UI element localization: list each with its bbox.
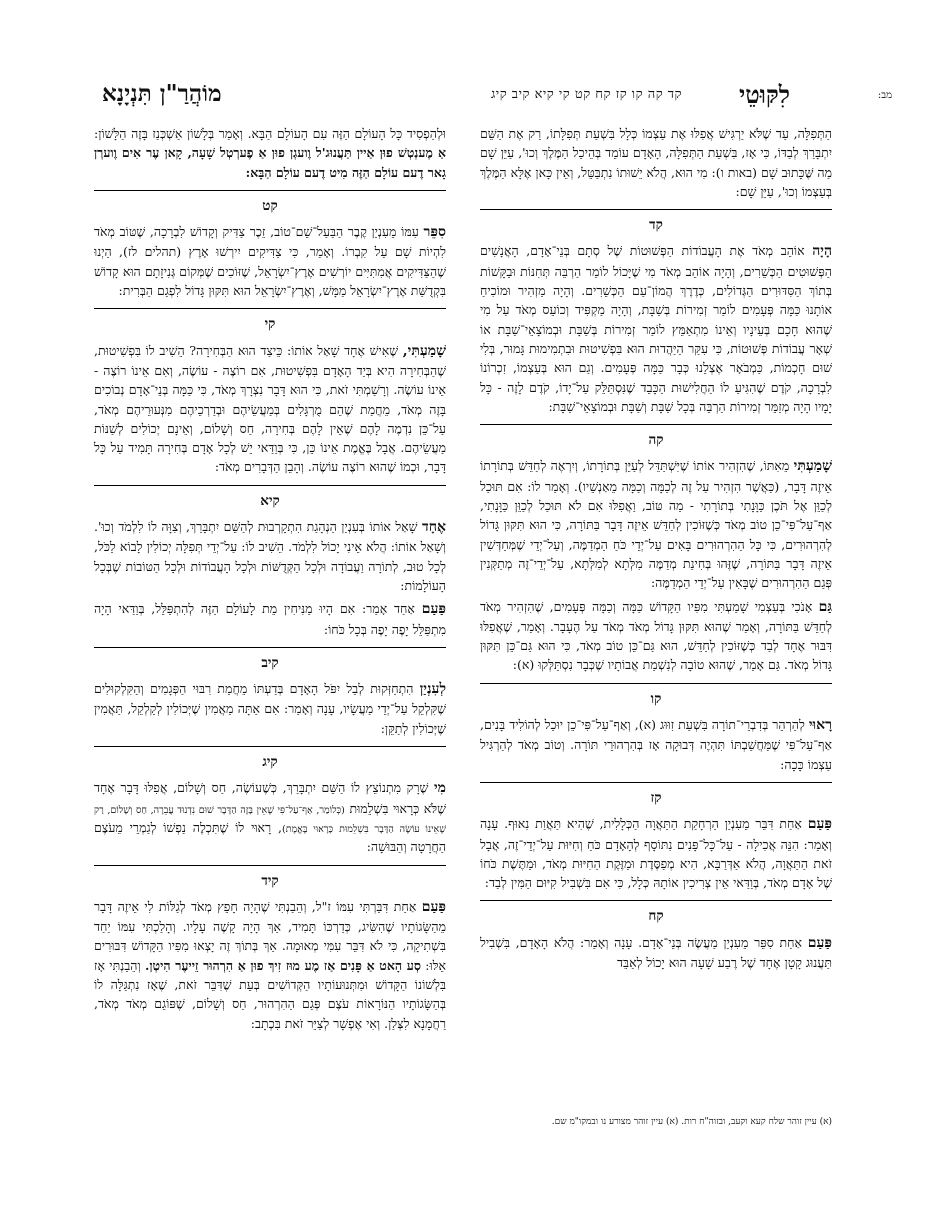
yiddish-quote: אַ מֶענְטְשׁ פוּן אַיין תַּעֲנוּג'ל וֶועגְן פוּן אַ פֶערְטְל שָׁעָה, קָאן עֶר אִים וֶוערְן גָאר דֶעם עוֹלָם הַזֶּה מִיט דֶעם עוֹלָם הַבָּא:	[94, 145, 446, 180]
lead-word: פַּעַם	[421, 898, 446, 915]
section-ki-text: שָׁמַעְתִּי, שֶׁאִישׁ אֶחָד שָׁאַל אוֹתוֹ: כֵּיצַד הוּא הַבְּחִירָה? הֵשִׁיב לוֹ בִּפְשִׁיטוּת, שֶׁהַבְּחִירָה הִיא בְּיַד הָאָדָם בִּפְשִׁיטוּת, אִם רוֹצֶה - עוֹשֶׂה, וְאִם אֵינוֹ רוֹצֶה - אֵינוֹ עוֹשֶׂה. וְרָשַׁמְתִּי זֹאת, כִּי הוּא דָּבָר נִצְרָךְ מְאֹד, כִּי כַּמָּה בְּנֵי־אָדָם נְבוֹכִים בָּזֶה מְאֹד, מֵחֲמַת שֶׁהֵם מֻרְגָּלִים בְּמַעֲשֵׂיהֶם וּבְדַרְכֵיהֶם מִנְּעוּרֵיהֶם מְאֹד, עַל־כֵּן נִדְמֶה לָהֶם שֶׁאֵין לָהֶם בְּחִירָה, חַס וְשָׁלוֹם, וְאֵינָם יְכוֹלִים לְשַׁנּוֹת מַעֲשֵׂיהֶם. אֲבָל בֶּאֱמֶת אֵינוֹ כֵּן, כִּי בְּוַדַּאי יֵשׁ לְכָל אָדָם בְּחִירָה תָּמִיד עַל כָּל דָּבָר, וּכְמוֹ שֶׁהוּא רוֹצֶה עוֹשֶׂה. וְהָבֵן הַדְּבָרִים מְאֹד:	[94, 342, 446, 475]
lead-word: פַּעַם	[807, 816, 832, 833]
lead-word: סִפֵּר	[423, 224, 446, 241]
section-heading-kid: קיד	[94, 865, 446, 891]
section-kia-paragraph-2: פַּעַם אַחַד אָמַר: אִם הָיוּ מַנִּיחִין מֵת לָעוֹלָם הַזֶּה לְהִתְפַּלֵּל, בְּוַדַּאי הָיָה מִתְפַּלֵּל יָפֶה יָפֶה בְּכָל כֹּחוֹ:	[94, 601, 446, 637]
lead-word: מִי	[434, 780, 446, 797]
section-kia-text: אֶחָד שָׁאַל אוֹתוֹ בְּעִנְיַן הַנְהָגַת הִתְקָרְבוּת לְהַשֵּׁם יִתְבָּרַךְ, וְצִוָּה לוֹ לִלְמֹד וְכוּ'. וְשָׁאַל אוֹתוֹ: הֲלֹא אֵינִי יָכוֹל לִלְמֹד. הֵשִׁיב לוֹ: עַל־יְדֵי תְּפִלָּה יְכוֹלִין לָבוֹא לַכֹּל, לְכָל טוּב, לְתוֹרָה וַעֲבוֹדָה וּלְכָל הַקְּדֻשּׁוֹת וּלְכָל הָעֲבוֹדוֹת וּלְכָל הַטּוֹבוֹת שֶׁבְּכָל הָעוֹלָמוֹת:	[94, 519, 446, 593]
divider	[94, 865, 446, 866]
divider	[480, 209, 832, 210]
section-heading-kib: קיב	[94, 647, 446, 673]
lead-word: הָיָה	[812, 243, 832, 260]
divider	[480, 782, 832, 783]
divider	[480, 900, 832, 901]
section-kch-text: פַּעַם אַחַת סִפֵּר מֵעִנְיַן מַעֲשֶׂה בְּנֵי־אָדָם. עָנָה וְאָמַר: הֲלֹא הָאָדָם, בִּשְׁבִיל תַּעֲנוּג קָטָן אֶחָד שֶׁל רֶבַע שָׁעָה הוּא יָכוֹל לְאַבֵּד	[480, 934, 832, 970]
divider	[94, 308, 446, 309]
lead-word: לְעִנְיַן	[419, 681, 446, 698]
parenthetical-note: (כְּלוֹמַר, אַף־עַל־פִּי שֶׁאֵין בָּזֶה הַדָּבָר שׁוּם נִדְנוּד עֲבֵרָה, חַס וְשָׁלוֹם, רַק שֶׁאֵינוֹ עוֹשֶׂה הַדָּבָר בִּשְׁלֵמוּת כָּרָאוּי בֶּאֱמֶת)	[94, 804, 446, 835]
lead-word: פַּעַם	[807, 934, 832, 951]
section-heading-kd: קד	[480, 209, 832, 235]
lead-word: אֶחָד	[421, 519, 446, 536]
section-kz-text: פַּעַם אַחַת דִּבֵּר מֵעִנְיַן הַרְחָקַת הַתַּאֲוָה הַכְּלָלִית, שֶׁהִיא תַּאֲוַת נִאוּף. עָנָה וְאָמַר: הִנֵּה אֲכִילָה - עַל־כָּל־פָּנִים נִתּוֹסָף לְהָאָדָם כֹּחַ וְחִיּוּת עַל־יְדֵי־זֶה, אֲבָל זֹאת הַתַּאֲוָה, הֲלֹא אַדְּרַבָּא, הִיא מְפַסֶּדֶת וּמַזֶּקֶת הַחִיּוּת מְאֹד, וּמַתֶּשֶׁת כֹּחוֹ שֶׁל אָדָם מְאֹד, בְּוַדַּאי אֵין צְרִיכִין אוֹתָהּ כְּלָל, כִּי אִם בִּשְׁבִיל קִיּוּם הַמִּין לְבַד:	[480, 816, 832, 891]
section-heading-ki: קי	[94, 308, 446, 334]
section-heading-kia: קיא	[94, 485, 446, 511]
section-heading-kv: קו	[480, 683, 832, 709]
intro-paragraph-left: וּלְהַפְסִיד כָּל הָעוֹלָם הַזֶּה עִם הָעוֹלָם הַבָּא. וְאָמַר בְּלָשׁוֹן אַשְׁכְּנַז בָּזֶה הַלָּשׁוֹן: אַ מֶענְטְשׁ פוּן אַיין תַּעֲנוּג'ל וֶועגְן פוּן אַ פֶערְטְל שָׁעָה, קָאן עֶר אִים וֶוערְן גָאר דֶעם עוֹלָם הַזֶּה מִיט דֶעם עוֹלָם הַבָּא:	[94, 126, 446, 180]
section-heading-kh: קה	[480, 424, 832, 450]
section-heading-kt: קט	[94, 190, 446, 216]
lead-word: שָׁמַעְתִּי	[793, 458, 832, 475]
lead-word: פַּעַם	[421, 601, 446, 618]
divider	[480, 683, 832, 684]
section-heading-kz: קז	[480, 782, 832, 808]
section-heading-kch: קח	[480, 900, 832, 926]
lead-word: גַּם	[818, 598, 832, 615]
page-header	[94, 80, 892, 110]
section-numbers-right: קד קה קו קז קח קט קי קיא קיב קיג	[491, 87, 682, 102]
yiddish-quote: סְע הָאט אַ פָּנִים אַז מֶע מוּז זִיךְ פוּן אַ הִרְהוּר זֵייעֶר הִיטְן.	[144, 957, 421, 973]
divider	[94, 485, 446, 486]
page-number: מב:	[877, 90, 892, 101]
section-kib-text: לְעִנְיַן הִתְחַזְּקוּת לְבַל יִפֹּל הָאָדָם בְּדַעְתּוֹ מֵחֲמַת רִבּוּי הַפְּגָמִים וְהַקִּלְקוּלִים שֶׁקִּלְקֵל עַל־יְדֵי מַעֲשָׂיו, עָנָה וְאָמַר: אִם אַתָּה מַאֲמִין שֶׁיְּכוֹלִין לְקַלְקֵל, תַּאֲמִין שֶׁיְּכוֹלִין לְתַקֵּן:	[94, 681, 446, 736]
intro-paragraph: הַתְּפִלָּה, עַד שֶׁלֹּא יַרְגִּישׁ אֲפִלּוּ אֶת עַצְמוֹ כְּלָל בִּשְׁעַת תְּפִלָּתוֹ, רַק אֶת הַשֵּׁם יִתְבָּרַךְ לְבַדּוֹ, כִּי אָז, בִּשְׁעַת הַתְּפִלָּה, הָאָדָם עוֹמֵד בְּהֵיכַל הַמֶּלֶךְ וְכוּ', עַיֵּן שָׁם מַה שֶּׁכָּתוּב שָׁם (באות ו): מִי הוּא, הֲלֹא יֵשׁוּתוֹ נִתְבַּטֵּל, וְאֵין כָּאן אֶלָּא הַמֶּלֶךְ בְּעַצְמוֹ וְכוּ', עַיֵּן שָׁם:	[480, 126, 832, 199]
divider	[94, 190, 446, 191]
running-title-left: מוֹהֲרַ"ן תִּנְיָנָא	[102, 80, 222, 107]
right-column	[480, 124, 832, 1124]
section-kt-text: סִפֵּר עִמּוֹ מֵעִנְיַן קֶבֶר הַבַּעַל־שֵׁם־טוֹב, זֵכֶר צַדִּיק וְקָדוֹשׁ לִבְרָכָה, שֶׁטּוֹב מְאֹד לִהְיוֹת שָׁם עַל קִבְרוֹ. וְאָמַר, כִּי צַדִּיקִים יִירְשׁוּ אָרֶץ (תהלים לז), הַיְנוּ שֶׁהַצַּדִּיקִים אֲמִתִּיִּים יוֹרְשִׁים אֶרֶץ־יִשְׂרָאֵל, שֶׁזּוֹכִים שֶׁמְּקוֹם גְּנִיזָתָם הוּא קָדוֹשׁ בִּקְדֻשַּׁת אֶרֶץ־יִשְׂרָאֵל מַמָּשׁ, וְאֶרֶץ־יִשְׂרָאֵל הוּא תִּקּוּן גָּדוֹל לִפְגַם הַבְּרִית:	[94, 224, 446, 299]
divider	[94, 647, 446, 648]
section-kh-paragraph-2: גַּם אָנֹכִי בְּעַצְמִי שָׁמַעְתִּי מִפִּיו הַקָּדוֹשׁ כַּמָּה וְכַמָּה פְּעָמִים, שֶׁהִזְהִיר מְאֹד לְחַדֵּשׁ בַּתּוֹרָה, וְאָמַר שֶׁהוּא תִּקּוּן גָּדוֹל מְאֹד מְאֹד עַל הֶעָבָר. וְאָמַר, שֶׁאֲפִלּוּ דִּבּוּר אֶחָד לְבַד כְּשֶׁזּוֹכִין לְחַדֵּשׁ, הוּא גַּם־כֵּן טוֹב מְאֹד, כִּי הוּא גַּם־כֵּן תִּקּוּן גָּדוֹל מְאֹד. גַּם אָמַר, שֶׁהוּא טוֹבָה לְנִשְׁמַת אֲבוֹתָיו שֶׁכְּבָר נִסְתַּלְּקוּ (א):	[480, 598, 832, 673]
divider	[480, 424, 832, 425]
lead-word: רָאוּי	[808, 717, 832, 734]
section-heading-kig: קיג	[94, 746, 446, 772]
section-kh-text: שָׁמַעְתִּי מֵאִתּוֹ, שֶׁהִזְהִיר אוֹתוֹ שֶׁיִּשְׁתַּדֵּל לְעַיֵּן בְּתוֹרָתוֹ, וְיִרְאֶה לְחַדֵּשׁ בְּתוֹרָתוֹ אֵיזֶה דָּבָר, (כַּאֲשֶׁר הִזְהִיר עַל זֶה לְכַמָּה וְכַמָּה מֵאַנְשֵׁיו). וְאָמַר לוֹ: אִם תּוּכַל לְכַוֵּן אֶל תֹּכֶן כַּוָּנָתִי בְּתוֹרָתִי - מַה טּוֹב, וַאֲפִלּוּ אִם לֹא תּוּכַל לְכַוֵּן כַּוָּנָתִי, אַף־עַל־פִּי־כֵן טוֹב מְאֹד כְּשֶׁזּוֹכִין לְחַדֵּשׁ אֵיזֶה דָּבָר בַּתּוֹרָה, כִּי הוּא תִּקּוּן גָּדוֹל לְהִרְהוּרִים, כִּי כָּל הַהִרְהוּרִים בָּאִים עַל־יְדֵי כֹּחַ הַמְדַמֶּה, וְעַל־יְדֵי שֶׁמְּחַדְּשִׁין אֵיזֶה דָּבָר בַּתּוֹרָה, שֶׁזֶּהוּ בְּחִינַת מְדַמֶּה מִלְּתָא לְמִלְּתָא, עַל־יְדֵי־זֶה מְתַקְּנִין פְּגַם הַהִרְהוּרִים שֶׁבָּאִין עַל־יְדֵי הַמְדַמֶּה:	[480, 458, 832, 591]
section-kid-text: פַּעַם אַחַת דִּבַּרְתִּי עִמּוֹ ז"ל, וְהֵבַנְתִּי שֶׁהָיָה חָפֵץ מְאֹד לְגַלּוֹת לִי אֵיזֶה דָּבָר מֵהַשָּׂגוֹתָיו שֶׁהִשִּׂיג, כְּדַרְכּוֹ תָּמִיד, אַךְ הָיָה קָשֶׁה עָלָיו. וְהָלַכְתִּי עִמּוֹ יַחַד בִּשְׁתִיקָה, כִּי לֹא דִּבֵּר עִמִּי מְאוּמָה. אַךְ בְּתוֹךְ זֶה יָצְאוּ מִפִּיו הַקָּדוֹשׁ דִּבּוּרִים אֵלּוּ: סְע הָאט אַ פָּנִים אַז מֶע מוּז זִיךְ פוּן אַ הִרְהוּר זֵייעֶר הִיטְן. וְהֵבַנְתִּי אָז בִּלְשׁוֹנוֹ הַקָּדוֹשׁ וּמִתְּנוּעוֹתָיו הַקְּדוֹשִׁים בְּעֵת שֶׁדִּבֵּר זֹאת, שֶׁאָז נִתְגַּלָּה לוֹ בְּהַשָּׂגוֹתָיו הַנּוֹרָאוֹת עֹצֶם פְּגַם הַהִרְהוּר, חַס וְשָׁלוֹם, שֶׁפּוֹגֵם מְאֹד מְאֹד, רַחֲמָנָא לִצְּלַן. וְאִי אֶפְשָׁר לְצַיֵּר זֹאת בִּכְתָב:	[94, 898, 446, 1031]
lead-word: שָׁמַעְתִּי,	[402, 342, 446, 359]
section-kig-text: מִי שֶׁרָק מִתְנוֹצֵץ לוֹ הַשֵּׁם יִתְבָּרַךְ, כְּשֶׁעוֹשֶׂה, חַס וְשָׁלוֹם, אֲפִלּוּ דָּבָר אֶחָד שֶׁלֹּא כְּרָאוּי בִּשְׁלֵמוּת (כְּלוֹמַר, אַף־עַל־פִּי שֶׁאֵין בָּזֶה הַדָּבָר שׁוּם נִדְנוּד עֲבֵרָה, חַס וְשָׁלוֹם, רַק שֶׁאֵינוֹ עוֹשֶׂה הַדָּבָר בִּשְׁלֵמוּת כָּרָאוּי בֶּאֱמֶת), רָאוּי לוֹ שֶׁתִּכְלֶה נַפְשׁוֹ לְגַמְרֵי מֵעֹצֶם הַחֲרָטָה וְהַבּוּשָׁה:	[94, 780, 446, 855]
running-title-right: לִקּוּטֵי	[739, 80, 790, 109]
divider	[94, 746, 446, 747]
section-kv-text: רָאוּי לְהַרְהֵר בְּדִבְרֵי־תוֹרָה בִּשְׁעַת זִוּוּג (א), וְאַף־עַל־פִּי־כֵן יוּכַל לְהוֹלִיד בָּנִים, אַף־עַל־פִּי שֶׁמַּחֲשַׁבְתּוֹ תִּהְיֶה דְּבוּקָה אָז בְּהִרְהוּרֵי תּוֹרָה. וְטוֹב מְאֹד לְהַרְגִּיל עַצְמוֹ כָּכָה:	[480, 717, 832, 772]
footnotes: (א) עיין זוהר שלח קעא וקעב, ובזוה"ח רות. (א) עיין זוהר מצורע נו ובמקו"מ שם.	[551, 1117, 832, 1127]
left-column	[94, 124, 446, 1124]
section-kd-text: הָיָה אוֹהֵב מְאֹד אֶת הָעֲבוֹדוֹת הַפְּשׁוּטוֹת שֶׁל סְתָם בְּנֵי־אָדָם, הָאֲנָשִׁים הַפְּשׁוּטִים הַכְּשֵׁרִים, וְהָיָה אוֹהֵב מְאֹד מִי שֶׁיָּכוֹל לוֹמַר הַרְבֵּה תְּחִנּוֹת וּבַקָּשׁוֹת בְּתוֹךְ הַסִּדּוּרִים הַגְּדוֹלִים, כְּדֶרֶךְ הֲמוֹן־עַם הַכְּשֵׁרִים. וְהָיָה מַזְהִיר וּמוֹכִיחַ אוֹתָנוּ כַּמָּה פְּעָמִים לוֹמַר זְמִירוֹת בְּשַׁבָּת, וְהָיָה מַקְפִּיד וְכוֹעֵס מְאֹד עַל מִי שֶׁהוּא חָכָם בְּעֵינָיו וְאֵינוֹ מִתְאַמֵּץ לוֹמַר זְמִירוֹת בְּשַׁבָּת וּבְמוֹצָאֵי־שַׁבָּת אוֹ שְׁאָר עֲבוֹדוֹת פְּשׁוּטוֹת, כִּי עִקַּר הַיַּהֲדוּת הוּא בִּפְשִׁיטוּת וּבִתְמִימוּת גָּמוּר, בְּלִי שׁוּם חָכְמוֹת, כַּמְבֹאָר אֶצְלֵנוּ כְּבָר כַּמָּה פְּעָמִים. וְגַם הוּא בְּעַצְמוֹ, זִכְרוֹנוֹ לִבְרָכָה, קֹדֶם שֶׁהִגִּיעַ לוֹ הַחֲלִישׁוּת הַכָּבֵד שֶׁנִּסְתַּלֵּק עַל־יָדוֹ, קֹדֶם לָזֶה - כָּל יָמָיו הָיָה מְזַמֵּר זְמִירוֹת הַרְבֵּה בְּכָל שַׁבָּת וְשַׁבָּת וּבְמוֹצָאֵי־שַׁבָּת:	[480, 243, 832, 414]
